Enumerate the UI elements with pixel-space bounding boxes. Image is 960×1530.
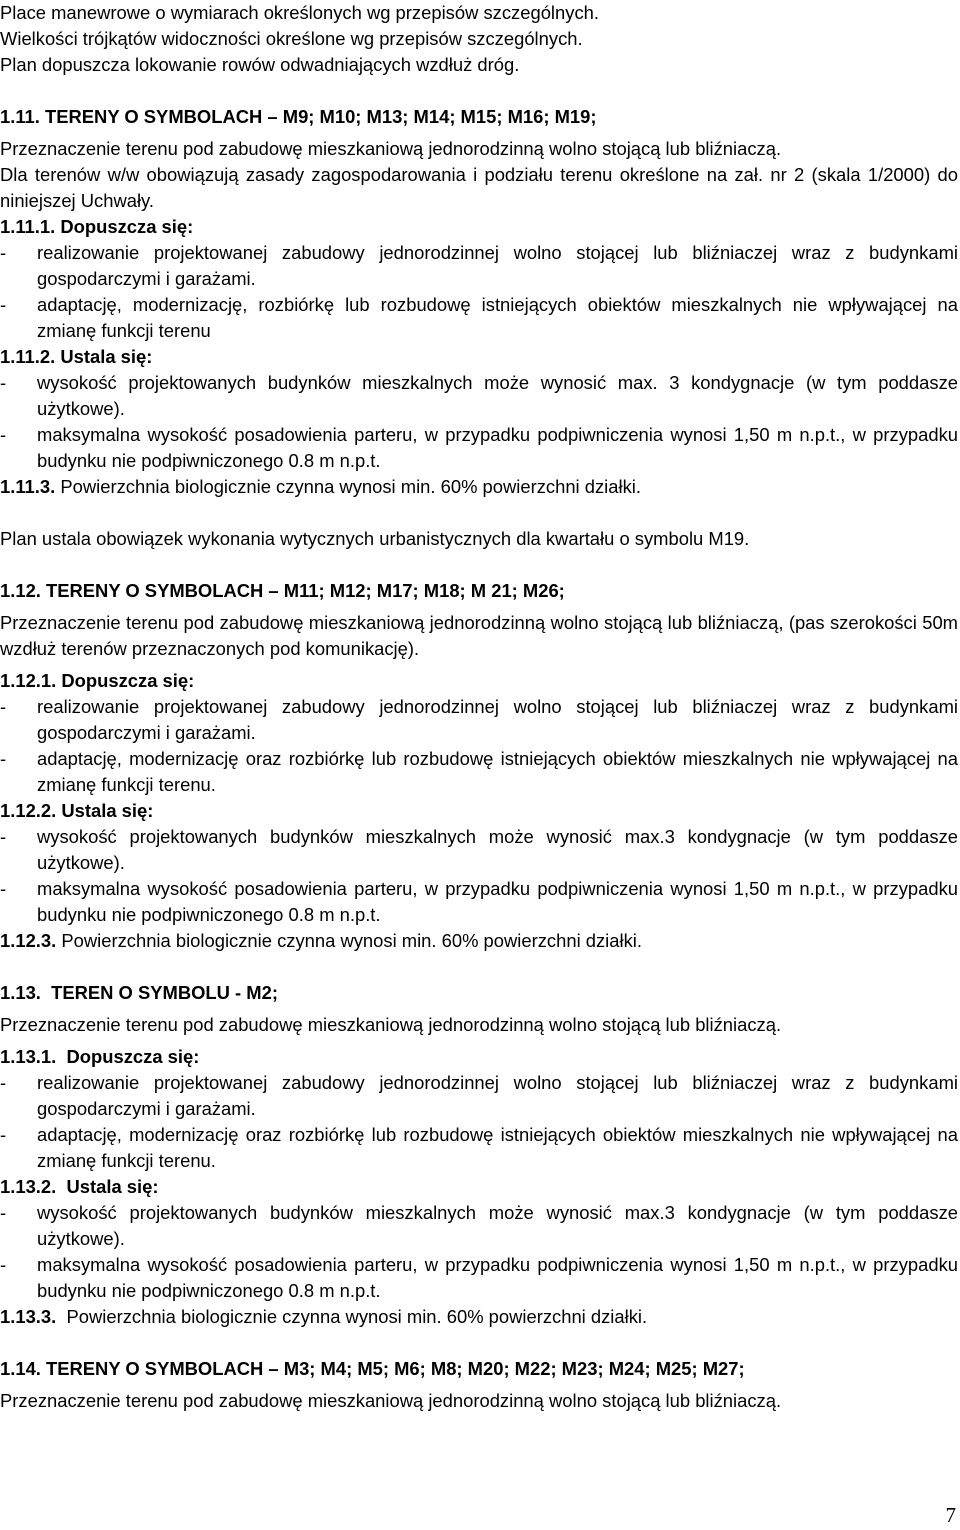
list-item: - wysokość projektowanych budynków mieszkalnych może wynosić max. 3 kondygnacje (w tym poddasze użytkowe). (0, 372, 958, 419)
section-heading-1-12: 1.12. TERENY O SYMBOLACH – M11; M12; M17; M18; M 21; M26; (0, 580, 565, 601)
dash-marker: - (0, 1202, 7, 1223)
page-number: 7 (945, 1503, 956, 1527)
list-item: - realizowanie projektowanej zabudowy jednorodzinnej wolno stojącej lub bliźniaczej wraz z budynkami gospodarczymi i garażami. (0, 242, 958, 289)
subsection-number: 1.13.3. (0, 1306, 57, 1327)
section-purpose: Przeznaczenie terenu pod zabudowę mieszkaniową jednorodzinną wolno stojącą lub bliźniaczą, (pas szerokości 50m wzdłuż terenów przeznaczonych pod komunikację). (0, 612, 958, 659)
dash-marker: - (0, 696, 7, 717)
list-item: - adaptację, modernizację oraz rozbiórkę lub rozbudowę istniejących obiektów mieszkalnych nie wpływającej na zmianę funkcji terenu. (0, 748, 958, 795)
dash-marker: - (0, 826, 7, 847)
section-purpose: Przeznaczenie terenu pod zabudowę mieszkaniową jednorodzinną wolno stojącą lub bliźniaczą. (0, 138, 782, 159)
subsection-heading: Dopuszcza się: (66, 1046, 200, 1067)
subsection-sets (0, 344, 958, 370)
dash-marker: - (0, 1254, 7, 1275)
subsection-heading: Ustala się: (60, 346, 153, 367)
dash-marker: - (0, 878, 7, 899)
dash-marker: - (0, 1072, 7, 1093)
dash-marker: - (0, 424, 7, 445)
subsection-bio: 1.12.3. Powierzchnia biologicznie czynna wynosi min. 60% powierzchni działki. (0, 930, 642, 951)
section-heading-1-14: 1.14. TERENY O SYMBOLACH – M3; M4; M5; M6; M8; M20; M22; M23; M24; M25; M27; (0, 1358, 745, 1379)
subsection-heading: Dopuszcza się: (61, 670, 195, 691)
list-item: - maksymalna wysokość posadowienia parteru, w przypadku podpiwniczenia wynosi 1,50 m n.p.t., w przypadku budynku nie podpiwniczonego 0.8 m n.p.t. (0, 1254, 958, 1301)
list-item: - realizowanie projektowanej zabudowy jednorodzinnej wolno stojącej lub bliźniaczej wraz z budynkami gospodarczymi i garażami. (0, 1072, 958, 1119)
subsection-sets (0, 1174, 958, 1200)
subsection-number: 1.12.2. (0, 800, 57, 821)
list-item: - maksymalna wysokość posadowienia parteru, w przypadku podpiwniczenia wynosi 1,50 m n.p.t., w przypadku budynku nie podpiwniczonego 0.8 m n.p.t. (0, 424, 958, 471)
section-purpose: Przeznaczenie terenu pod zabudowę mieszkaniową jednorodzinną wolno stojącą lub bliźniaczą. (0, 1014, 782, 1035)
subsection-number: 1.11.3. (0, 476, 56, 497)
section-purpose: Przeznaczenie terenu pod zabudowę mieszkaniową jednorodzinną wolno stojącą lub bliźniaczą. (0, 1390, 782, 1411)
intro-line: Place manewrowe o wymiarach określonych wg przepisów szczególnych. (0, 2, 599, 23)
plan-note: Plan ustala obowiązek wykonania wytycznych urbanistycznych dla kwartału o symbolu M19. (0, 528, 750, 549)
subsection-number: 1.13.1. (0, 1046, 57, 1067)
subsection-allows (0, 214, 958, 240)
subsection-heading: Ustala się: (61, 800, 154, 821)
subsection-number: 1.11.2. (0, 346, 56, 367)
section-rules: Dla terenów w/w obowiązują zasady zagospodarowania i podziału terenu określone na zał. nr 2 (skala 1/2000) do niniejszej Uchwały. (0, 164, 958, 211)
list-item: - wysokość projektowanych budynków mieszkalnych może wynosić max.3 kondygnacje (w tym poddasze użytkowe). (0, 1202, 958, 1249)
dash-marker: - (0, 242, 7, 263)
section-heading-1-13: 1.13. TEREN O SYMBOLU - M2; (0, 982, 278, 1003)
dash-marker: - (0, 1124, 7, 1145)
dash-marker: - (0, 372, 7, 393)
subsection-heading: Ustala się: (66, 1176, 159, 1197)
list-item: - adaptację, modernizację, rozbiórkę lub rozbudowę istniejących obiektów mieszkalnych nie wpływającej na zmianę funkcji terenu (0, 294, 958, 341)
intro-line: Wielkości trójkątów widoczności określone wg przepisów szczególnych. (0, 28, 583, 49)
intro-line: Plan dopuszcza lokowanie rowów odwadniających wzdłuż dróg. (0, 54, 520, 75)
section-heading-1-11: 1.11. TERENY O SYMBOLACH – M9; M10; M13; M14; M15; M16; M19; (0, 106, 597, 127)
list-item: - realizowanie projektowanej zabudowy jednorodzinnej wolno stojącej lub bliźniaczej wraz z budynkami gospodarczymi i garażami. (0, 696, 958, 743)
dash-marker: - (0, 294, 7, 315)
dash-marker: - (0, 748, 7, 769)
subsection-sets (0, 798, 958, 824)
list-item: - maksymalna wysokość posadowienia parteru, w przypadku podpiwniczenia wynosi 1,50 m n.p.t., w przypadku budynku nie podpiwniczonego 0.8 m n.p.t. (0, 878, 958, 925)
subsection-heading: Dopuszcza się: (60, 216, 194, 237)
subsection-number: 1.12.1. (0, 670, 57, 691)
subsection-allows (0, 668, 958, 694)
subsection-allows (0, 1044, 958, 1070)
subsection-bio: 1.13.3. Powierzchnia biologicznie czynna wynosi min. 60% powierzchni działki. (0, 1306, 648, 1327)
list-item: - adaptację, modernizację oraz rozbiórkę lub rozbudowę istniejących obiektów mieszkalnych nie wpływającej na zmianę funkcji terenu. (0, 1124, 958, 1171)
subsection-number: 1.12.3. (0, 930, 57, 951)
subsection-number: 1.11.1. (0, 216, 56, 237)
subsection-bio: 1.11.3. Powierzchnia biologicznie czynna wynosi min. 60% powierzchni działki. (0, 476, 641, 497)
list-item: - wysokość projektowanych budynków mieszkalnych może wynosić max.3 kondygnacje (w tym poddasze użytkowe). (0, 826, 958, 873)
subsection-number: 1.13.2. (0, 1176, 57, 1197)
